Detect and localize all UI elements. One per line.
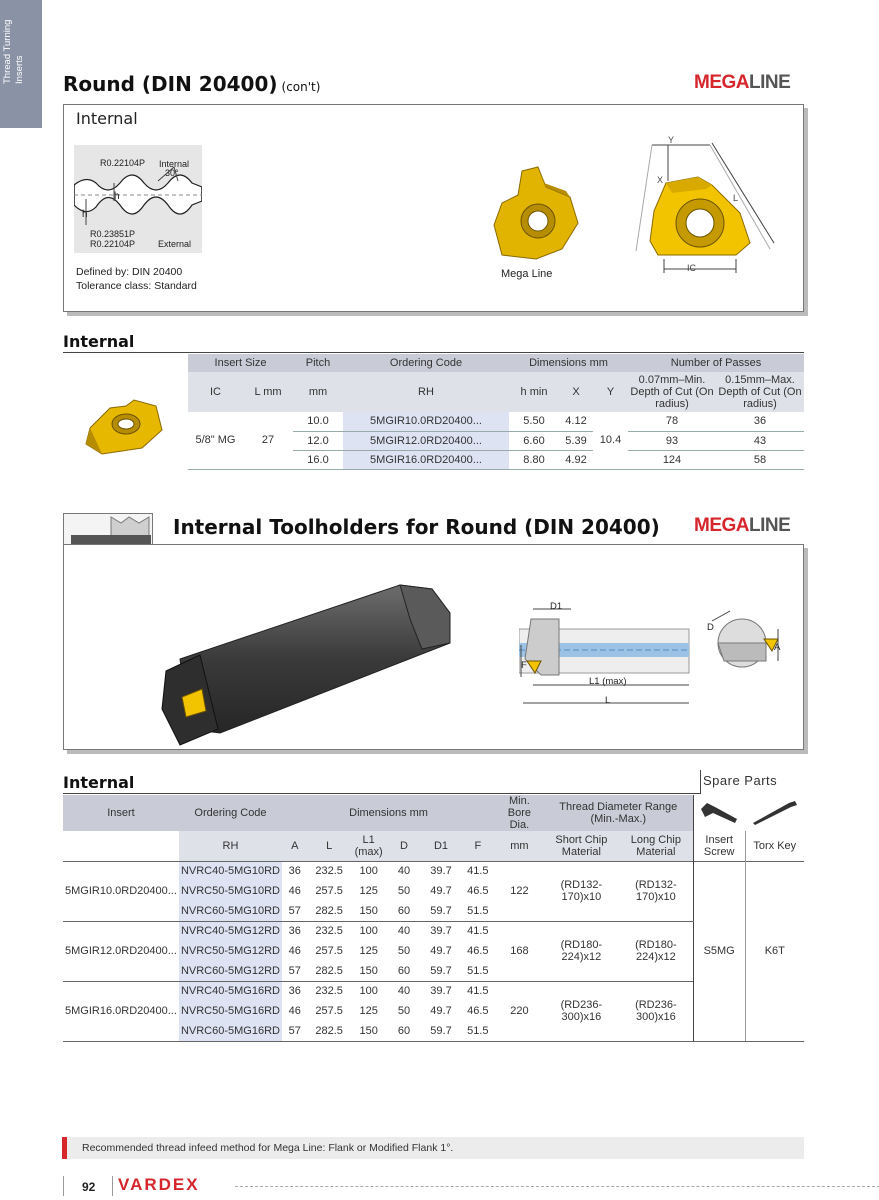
t2-l: 257.5 xyxy=(315,1005,343,1017)
t2-a: 57 xyxy=(288,904,301,917)
dim-d: D xyxy=(707,622,714,633)
defined-by: Defined by: DIN 20400 xyxy=(76,266,183,278)
t2-l: 257.5 xyxy=(315,945,343,957)
t2-short: (RD180-224)x12 xyxy=(544,921,619,981)
table1-insert-image xyxy=(82,396,166,460)
t2-ch-blank xyxy=(63,831,179,861)
profile-internal: Internal xyxy=(159,159,190,169)
t2-insert: 5MGIR12.0RD20400... xyxy=(63,921,179,981)
t2-f: 51.5 xyxy=(467,964,489,977)
t2-code: NVRC50-5MG12RD xyxy=(179,941,282,961)
spare-parts-heading: Spare Parts xyxy=(703,773,778,788)
t2-code: NVRC50-5MG16RD xyxy=(179,1001,282,1021)
t2-d: 50 xyxy=(397,945,411,957)
t2-l1: 125 xyxy=(359,1005,378,1017)
t2-f: 41.5 xyxy=(467,925,489,938)
toolholder-box xyxy=(63,544,804,750)
table2 xyxy=(63,795,804,1042)
dim-d1: D1 xyxy=(550,601,563,612)
table1 xyxy=(188,354,804,470)
screw-icon xyxy=(697,797,741,827)
megaline-logo-2 xyxy=(694,515,790,537)
t1-ch-mm: mm xyxy=(308,386,328,398)
section2-title-text: Internal Toolholders for Round (DIN 20400) xyxy=(173,515,660,539)
table-row xyxy=(188,412,804,431)
t2-ch-d1: D1 xyxy=(433,839,449,852)
t2-f: 51.5 xyxy=(467,904,489,917)
t2-code: NVRC50-5MG10RD xyxy=(179,881,282,901)
t2-gh-insert: Insert xyxy=(107,807,135,819)
table1-body xyxy=(188,412,804,469)
internal-profile-box xyxy=(63,104,804,312)
t2-ch-f: F xyxy=(474,839,482,852)
t2-gh-bore: Min. Bore Dia. xyxy=(507,795,532,831)
t2-d1: 59.7 xyxy=(430,1024,452,1037)
mega-line-caption: Mega Line xyxy=(501,268,553,280)
t1-code: 5MGIR12.0RD20400... xyxy=(343,431,509,450)
section-title-suffix: (con't) xyxy=(281,80,321,94)
t1-ch-min-pass: 0.07mm–Min. Depth of Cut (On radius) xyxy=(630,374,714,410)
t2-long: (RD180-224)x12 xyxy=(619,921,693,981)
insert-screw-image xyxy=(693,795,745,831)
side-tab xyxy=(0,0,42,128)
t2-ch-d: D xyxy=(400,839,408,852)
t2-bore: 168 xyxy=(495,921,544,981)
megaline-logo xyxy=(694,72,790,94)
t2-a: 46 xyxy=(288,885,301,897)
t1-ch-x: X xyxy=(572,386,580,398)
t2-a: 36 xyxy=(288,985,301,998)
t1-max: 36 xyxy=(716,412,804,431)
t1-hmin: 5.50 xyxy=(509,412,559,431)
vardex-logo: VARDEX xyxy=(118,1175,200,1194)
insert-dimension-diagram xyxy=(630,131,780,279)
t1-gh-ordering: Ordering Code xyxy=(389,357,463,369)
t1-hmin: 8.80 xyxy=(509,450,559,469)
t1-gh-dims: Dimensions mm xyxy=(529,357,608,369)
t2-l1: 150 xyxy=(359,1024,378,1037)
tolerance-class: Tolerance class: Standard xyxy=(76,280,197,292)
t2-l1: 125 xyxy=(359,945,378,957)
footer-divider-2 xyxy=(112,1176,113,1196)
table2-heading: Internal xyxy=(63,773,135,792)
t1-hmin: 6.60 xyxy=(509,431,559,450)
profile-external: External xyxy=(158,239,192,249)
t2-bore: 122 xyxy=(495,861,544,921)
t2-gh-range: Thread Diameter Range (Min.-Max.) xyxy=(559,801,678,825)
t2-l: 282.5 xyxy=(315,904,343,917)
dim-l: L xyxy=(733,193,739,203)
t2-a: 46 xyxy=(288,1005,301,1017)
t2-f: 46.5 xyxy=(467,885,489,897)
t2-gh-dims: Dimensions mm xyxy=(349,807,428,819)
t2-d1: 49.7 xyxy=(430,945,452,957)
t2-l1: 100 xyxy=(359,925,378,938)
t1-min: 93 xyxy=(628,431,716,450)
dim-ic: IC xyxy=(687,263,696,273)
profile-h-top: h xyxy=(114,191,120,202)
t2-d1: 59.7 xyxy=(430,904,452,917)
t2-d: 60 xyxy=(397,964,411,977)
profile-h-side: h xyxy=(82,209,88,220)
logo-mega: MEGA xyxy=(694,515,749,536)
t2-f: 41.5 xyxy=(467,985,489,998)
toolholder-end-view xyxy=(704,609,784,673)
t1-x: 5.39 xyxy=(559,431,593,450)
t2-l1: 150 xyxy=(359,904,378,917)
t2-d: 50 xyxy=(397,1005,411,1017)
side-tab-line1: Thread Turning xyxy=(2,19,13,84)
dim-a: A xyxy=(774,642,781,653)
t2-ch-a: A xyxy=(291,839,299,852)
t2-d1: 59.7 xyxy=(430,964,452,977)
t1-ch-hmin: h min xyxy=(520,386,548,398)
t2-d: 60 xyxy=(397,1024,411,1037)
infeed-note xyxy=(62,1137,804,1159)
t2-d1: 49.7 xyxy=(430,885,452,897)
dim-f: F xyxy=(521,660,527,671)
t2-key: K6T xyxy=(745,861,804,1041)
t2-d: 40 xyxy=(397,865,411,878)
spare-divider xyxy=(700,770,701,794)
t2-code: NVRC40-5MG10RD xyxy=(179,861,282,881)
t1-gh-passes: Number of Passes xyxy=(670,357,762,369)
profile-r2: R0.23851P xyxy=(90,229,136,239)
section-title-toolholders xyxy=(173,515,660,539)
t1-pitch: 10.0 xyxy=(293,412,343,431)
side-tab-line2: Inserts xyxy=(14,55,25,84)
dim-l1: L1 (max) xyxy=(589,676,627,687)
t2-d1: 39.7 xyxy=(430,865,452,878)
t2-insert: 5MGIR10.0RD20400... xyxy=(63,861,179,921)
t1-ch-ic: IC xyxy=(210,386,221,398)
section-title-round xyxy=(63,72,320,96)
t1-ic: 5/8" MG xyxy=(188,412,243,469)
t2-ch-rh: RH xyxy=(222,839,239,852)
t2-code: NVRC40-5MG12RD xyxy=(179,921,282,941)
side-tab-text xyxy=(2,0,38,84)
dim-x: X xyxy=(657,175,664,185)
t2-f: 46.5 xyxy=(467,1005,489,1017)
t2-short: (RD236-300)x16 xyxy=(544,981,619,1041)
t2-d: 40 xyxy=(397,925,411,938)
t1-x: 4.92 xyxy=(559,450,593,469)
toolholder-image xyxy=(160,579,460,749)
logo-line: LINE xyxy=(749,72,791,93)
table2-body xyxy=(63,861,804,1041)
t2-l1: 100 xyxy=(359,985,378,998)
infeed-note-text: Recommended thread infeed method for Mega Line: Flank or Modified Flank 1°. xyxy=(82,1142,454,1154)
t1-ch-y: Y xyxy=(606,386,615,398)
section-title-text: Round (DIN 20400) xyxy=(63,72,278,96)
dim-y: Y xyxy=(668,135,675,145)
t1-code: 5MGIR16.0RD20400... xyxy=(343,450,509,469)
t2-a: 57 xyxy=(288,1024,301,1037)
t2-a: 46 xyxy=(288,945,301,957)
profile-r3: R0.22104P xyxy=(90,239,136,249)
t2-d: 50 xyxy=(397,885,411,897)
box-title: Internal xyxy=(76,109,138,128)
t2-bore: 220 xyxy=(495,981,544,1041)
t2-code: NVRC60-5MG10RD xyxy=(179,901,282,921)
t2-l: 282.5 xyxy=(315,1024,343,1037)
table-row xyxy=(63,921,804,941)
table2-rule xyxy=(63,793,700,794)
table1-rule xyxy=(63,352,804,353)
t2-f: 46.5 xyxy=(467,945,489,957)
t2-d1: 49.7 xyxy=(430,1005,452,1017)
t2-l1: 125 xyxy=(359,885,378,897)
t1-ch-l: L mm xyxy=(254,386,282,398)
t2-gh-ordering: Ordering Code xyxy=(194,807,267,819)
t2-l: 257.5 xyxy=(315,885,343,897)
t2-ch-short: Short Chip Material xyxy=(555,833,608,858)
dim-l: L xyxy=(605,695,611,706)
t1-max: 43 xyxy=(716,431,804,450)
torx-key-image xyxy=(745,795,804,831)
t1-y: 10.4 xyxy=(593,412,628,469)
t2-l1: 150 xyxy=(359,964,378,977)
t2-ch-key: Torx Key xyxy=(745,831,804,861)
t2-code: NVRC60-5MG12RD xyxy=(179,961,282,981)
t1-min: 78 xyxy=(628,412,716,431)
t2-ch-screw: Insert Screw xyxy=(693,831,745,861)
t2-ch-mm: mm xyxy=(510,839,529,852)
table1-heading: Internal xyxy=(63,332,135,351)
t2-f: 41.5 xyxy=(467,865,489,878)
t2-d: 40 xyxy=(397,985,411,998)
torx-key-icon xyxy=(749,797,801,827)
t1-max: 58 xyxy=(716,450,804,469)
t2-l: 282.5 xyxy=(315,964,343,977)
t2-f: 51.5 xyxy=(467,1024,489,1037)
t1-pitch: 12.0 xyxy=(293,431,343,450)
t2-d1: 39.7 xyxy=(430,985,452,998)
profile-angle: 30° xyxy=(165,168,179,178)
t1-code: 5MGIR10.0RD20400... xyxy=(343,412,509,431)
t2-a: 57 xyxy=(288,964,301,977)
t2-l: 232.5 xyxy=(315,925,343,938)
t2-a: 36 xyxy=(288,865,301,878)
page-number: 92 xyxy=(82,1180,96,1194)
t2-d: 60 xyxy=(397,904,411,917)
profile-r1: R0.22104P xyxy=(100,158,146,168)
t2-insert: 5MGIR16.0RD20400... xyxy=(63,981,179,1041)
t1-min: 124 xyxy=(628,450,716,469)
t2-a: 36 xyxy=(288,925,301,938)
t1-l: 27 xyxy=(243,412,293,469)
t2-ch-l1: L1 (max) xyxy=(354,833,383,858)
t2-long: (RD236-300)x16 xyxy=(619,981,693,1041)
t1-gh-pitch: Pitch xyxy=(305,357,331,369)
t2-l: 232.5 xyxy=(315,985,343,998)
t2-d1: 39.7 xyxy=(430,925,452,938)
footer-divider xyxy=(63,1176,64,1196)
t2-l: 232.5 xyxy=(315,865,343,878)
logo-line: LINE xyxy=(749,515,791,536)
t2-ch-long: Long Chip Material xyxy=(630,833,681,858)
mega-line-insert-image xyxy=(492,163,584,265)
t2-code: NVRC60-5MG16RD xyxy=(179,1021,282,1041)
t2-ch-l: L xyxy=(326,839,333,852)
t1-ch-rh: RH xyxy=(418,386,434,398)
t2-code: NVRC40-5MG16RD xyxy=(179,981,282,1001)
t2-l1: 100 xyxy=(359,865,378,878)
footer-dotted-line xyxy=(235,1186,879,1187)
t1-ch-max-pass: 0.15mm–Max. Depth of Cut (On radius) xyxy=(718,374,802,410)
t1-gh-insert-size: Insert Size xyxy=(214,357,267,369)
t2-short: (RD132-170)x10 xyxy=(544,861,619,921)
t1-x: 4.12 xyxy=(559,412,593,431)
t2-screw: S5MG xyxy=(693,861,745,1041)
logo-mega: MEGA xyxy=(694,72,749,93)
t1-pitch: 16.0 xyxy=(293,450,343,469)
t2-long: (RD132-170)x10 xyxy=(619,861,693,921)
table-row xyxy=(63,861,804,881)
table-row xyxy=(63,981,804,1001)
